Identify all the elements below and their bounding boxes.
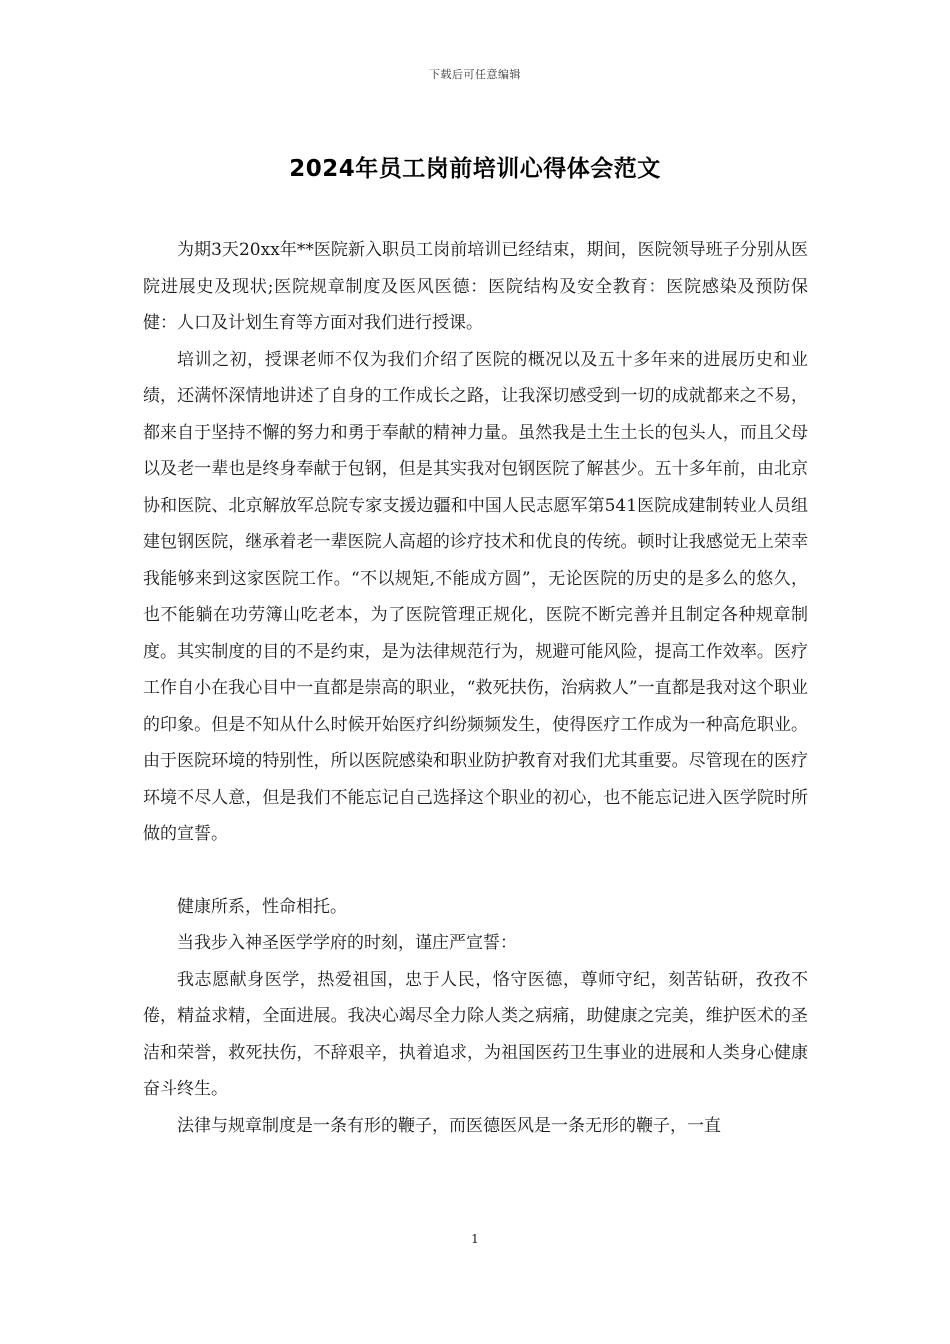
paragraph-training: 培训之初，授课老师不仅为我们介绍了医院的概况以及五十多年来的进展历史和业绩，还满怀深情地讲述了自身的工作成长之路，让我深切感受到一切的成就都来之不易，都来自于坚持不懈的努力和勇于奉献的精神力量。虽然我是土生土长的包头人，而且父母以及老一辈也是终身奉献于包钢，但是其实我对包钢医院了解甚少。五十多年前，由北京协和医院、北京解放军总院专家支援边疆和中国人民志愿军第541医院成建制转业人员组建包钢医院，继承着老一辈医院人高超的诊疗技术和优良的传统。顿时让我感觉无上荣幸我能够来到这家医院工作。“不以规矩,不能成方圆”，无论医院的历史的是多么的悠久，也不能躺在功劳簿山吃老本，为了医院管理正规化，医院不断完善并且制定各种规章制度。其实制度的目的不是约束，是为法律规范行为，规避可能风险，提高工作效率。医疗工作自小在我心目中一直都是崇高的职业，“救死扶伤，治病救人”一直都是我对这个职业的印象。但是不知从什么时候开始医疗纠纷频频发生，使得医疗工作成为一种高危职业。由于医院环境的特别性，所以医院感染和职业防护教育对我们尤其重要。尽管现在的医疗环境不尽人意，但是我们不能忘记自己选择这个职业的初心，也不能忘记进入医学院时所做的宣誓。 xyxy=(143,349,808,844)
document-body xyxy=(143,232,808,1144)
document-title: 2024年员工岗前培训心得体会范文 xyxy=(289,156,661,182)
paragraph-rules: 法律与规章制度是一条有形的鞭子，而医德医风是一条无形的鞭子，一直 xyxy=(177,1115,721,1136)
header-note: 下载后可任意编辑 xyxy=(429,68,521,81)
paragraph-intro: 为期3天20xx年**医院新入职员工岗前培训已经结束，期间，医院领导班子分别从医院进展史及现状;医院规章制度及医风医德：医院结构及安全教育：医院感染及预防保健：人口及计划生育等方面对我们进行授课。 xyxy=(143,240,808,333)
paragraph-oath-heading: 健康所系，性命相托。 xyxy=(177,896,347,917)
paragraph-oath-text: 我志愿献身医学，热爱祖国，忠于人民，恪守医德，尊师守纪，刻苦钻研，孜孜不倦，精益求精，全面进展。我决心竭尽全力除人类之病痛，助健康之完美，维护医术的圣洁和荣誉，救死扶伤，不辞艰辛，执着追求，为祖国医药卫生事业的进展和人类身心健康奋斗终生。 xyxy=(143,969,808,1099)
paragraph-oath-intro: 当我步入神圣医学学府的时刻，谨庄严宣誓： xyxy=(177,933,517,953)
page-number: 1 xyxy=(471,1232,479,1246)
